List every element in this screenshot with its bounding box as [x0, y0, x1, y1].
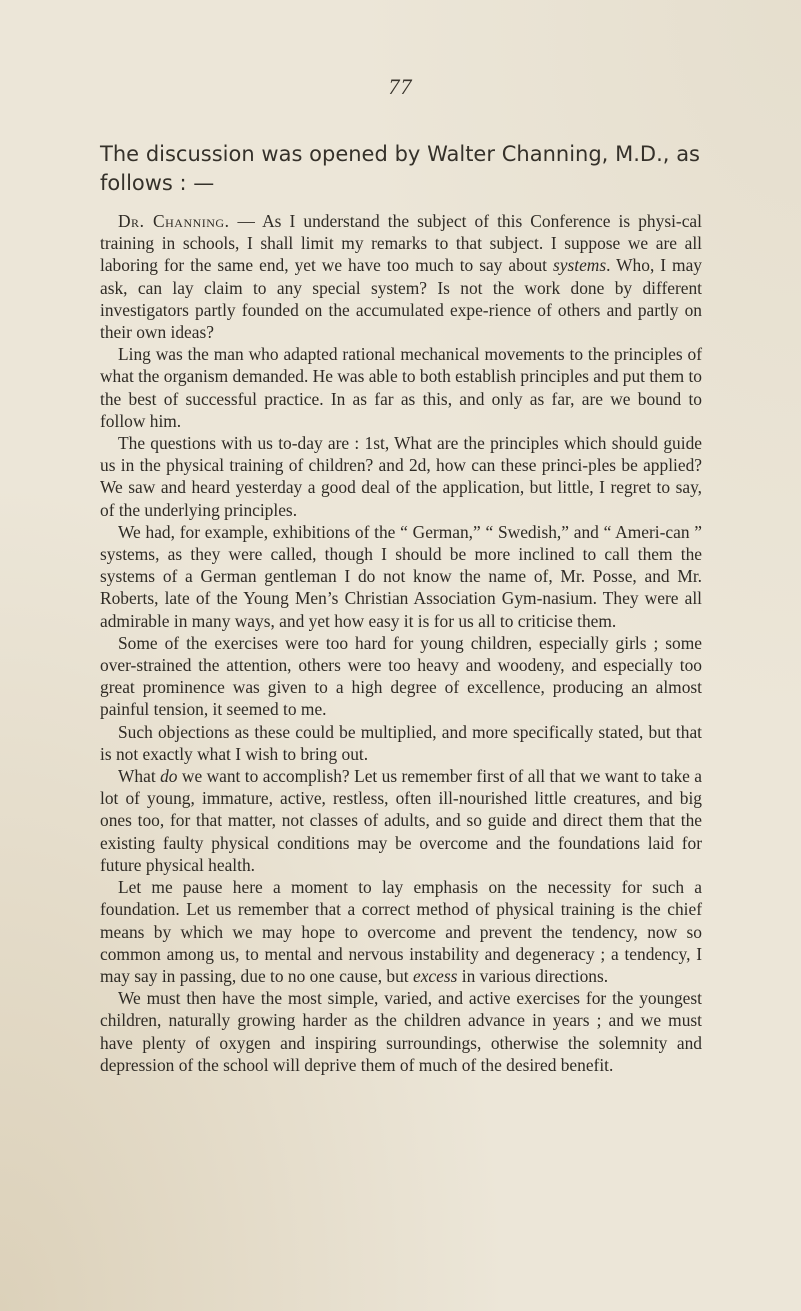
- emphasis: excess: [412, 965, 458, 986]
- discussion-intro: The discussion was opened by Walter Channing, M.D., as follows : —: [100, 142, 700, 195]
- emphasis: systems: [552, 255, 607, 276]
- paragraph: We had, for example, exhibitions of the “ German,” “ Swedish,” and “ Ameri-can ” systems, as they were called, though I should be more inclined to call them the systems of a German gentleman I do not know the name of, Mr. Posse, and Mr. Roberts, late of the Young Men’s Christian Association Gym-nasium. They were all admirable in many ways, and yet how easy it is for us all to criticise them.: [100, 521, 702, 631]
- paragraph: Some of the exercises were too hard for young children, especially girls ; some over-strained the attention, others were too heavy and woodeny, and especially too great prominence was given to a high degree of excellence, producing an almost painful tension, it seemed to me.: [100, 632, 702, 720]
- body-text: [100, 210, 702, 1076]
- paragraph: Let me pause here a moment to lay emphasis on the necessity for such a foundation. Let us remember that a correct method of physical training is the chief means by which we may hope to overcome and prevent the tendency, now so common among us, to mental and nervous instability and degeneracy ; a tendency, I may say in passing, due to no one cause, but excess in various directions.: [100, 877, 702, 986]
- page-number: 77: [388, 74, 413, 99]
- paragraph: What do we want to accomplish? Let us remember first of all that we want to take a lot of young, immature, active, restless, often ill-nourished little creatures, and big ones too, for that matter, not classes of adults, and so guide and direct them that the existing faulty physical conditions may be overcome and the foundations laid for future physical health.: [100, 766, 702, 875]
- paragraph: We must then have the most simple, varied, and active exercises for the youngest children, naturally growing harder as the children advance in years ; and we must have plenty of oxygen and inspiring surroundings, otherwise the solemnity and depression of the school will deprive them of much of the desired benefit.: [100, 988, 702, 1075]
- paragraph: Such objections as these could be multiplied, and more specifically stated, but that is not exactly what I wish to bring out.: [100, 721, 702, 764]
- paragraph: The questions with us to-day are : 1st, What are the principles which should guide us in the physical training of children? and 2d, how can these princi-ples be applied? We saw and heard yesterday a good deal of the application, but little, I regret to say, of the underlying principles.: [100, 433, 702, 520]
- paragraph: Dr. Channing. — As I understand the subject of this Conference is physi-cal training in schools, I shall limit my remarks to that subject. I suppose we are all laboring for the same end, yet we have too much to say about systems. Who, I may ask, can lay claim to any special system? Is not the work done by different investigators partly founded on the accumulated expe-rience of others and partly on their own ideas?: [100, 211, 702, 343]
- emphasis: do: [160, 766, 178, 787]
- speaker-name: Dr. Channing.: [118, 211, 230, 231]
- paragraph: Ling was the man who adapted rational mechanical movements to the principles of what the organism demanded. He was able to both establish principles and put them to the best of successful practice. In as far as this, and only as far, are we bound to follow him.: [100, 344, 702, 431]
